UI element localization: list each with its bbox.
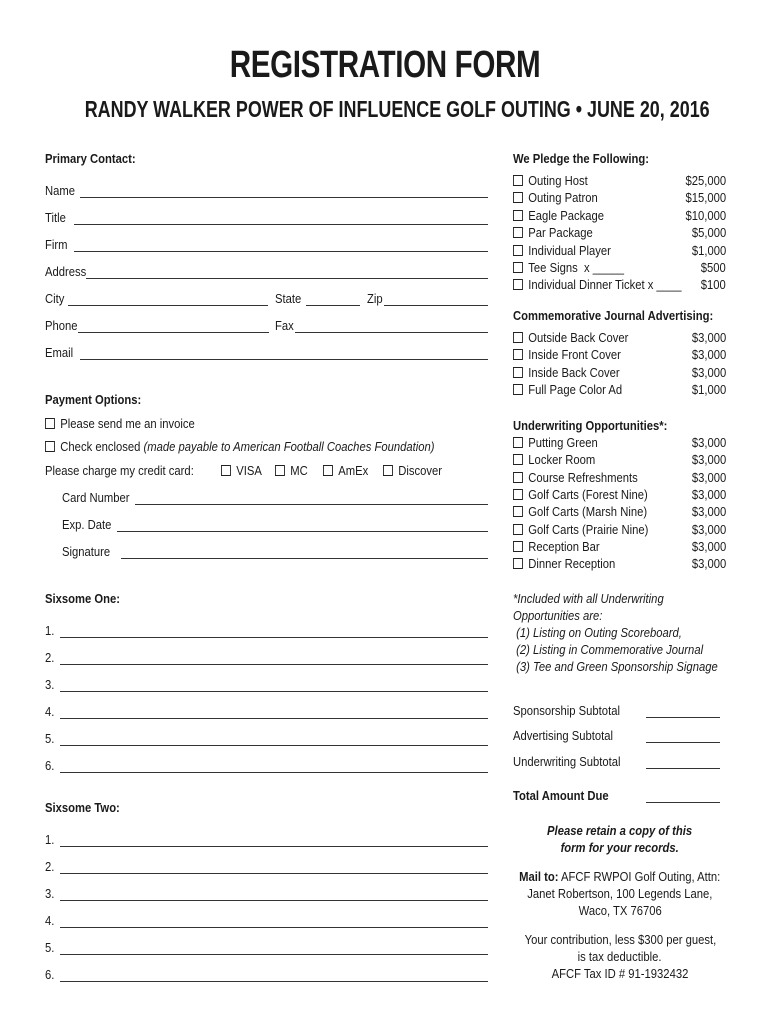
title-label: Title	[45, 211, 66, 225]
underwriting-item-amount: $3,000	[691, 436, 726, 450]
underwriting-item-label	[513, 471, 638, 485]
name-label: Name	[45, 184, 76, 198]
journal-item-label	[513, 366, 620, 380]
underwriting-heading: Underwriting Opportunities*:	[513, 419, 668, 433]
contrib-line-1: Your contribution, less $300 per guest,	[524, 933, 716, 947]
pledge-item-amount: $500	[700, 261, 726, 275]
underwriting-note-3: (1) Listing on Outing Scoreboard,	[513, 626, 682, 640]
underwriting-item-text: Course Refreshments	[528, 470, 638, 485]
underwriting-checkbox[interactable]	[513, 506, 523, 517]
signature-label: Signature	[62, 545, 111, 559]
sixsome-two-player-field[interactable]	[60, 927, 488, 928]
pledge-item-label	[513, 226, 593, 240]
visa-label: VISA	[236, 464, 262, 478]
underwriting-item-label	[513, 540, 600, 554]
charge-label: Please charge my credit card:	[45, 464, 194, 478]
form-title: REGISTRATION FORM	[229, 44, 541, 86]
pledge-checkbox[interactable]	[513, 210, 523, 221]
pledge-checkbox[interactable]	[513, 192, 523, 203]
journal-item[interactable]	[513, 348, 726, 364]
contrib-line-3: AFCF Tax ID # 91-1932432	[551, 967, 689, 981]
underwriting-item-text: Golf Carts (Marsh Nine)	[528, 505, 648, 520]
underwriting-checkbox[interactable]	[513, 541, 523, 552]
discover-label: Discover	[398, 464, 443, 478]
sixsome-one-player-field[interactable]	[60, 745, 488, 746]
pledge-item-text: Individual Player	[528, 243, 611, 258]
underwriting-checkbox[interactable]	[513, 437, 523, 448]
underwriting-checkbox[interactable]	[513, 454, 523, 465]
journal-item-amount: $3,000	[691, 365, 726, 380]
pledge-item-amount: $5,000	[691, 226, 726, 241]
retain-line-2: form for your records.	[560, 841, 680, 855]
discover-option[interactable]	[383, 464, 442, 478]
name-field[interactable]	[80, 197, 488, 198]
journal-item-text: Inside Front Cover	[528, 348, 621, 363]
invoice-label: Please send me an invoice	[60, 417, 195, 431]
invoice-checkbox[interactable]	[45, 418, 55, 429]
signature-field[interactable]	[121, 558, 488, 559]
contribution-block	[500, 932, 740, 983]
sixsome-two-slot-label: 2.	[45, 860, 55, 874]
pledge-item[interactable]	[513, 209, 726, 225]
pledge-checkbox[interactable]	[513, 262, 523, 273]
mc-label: MC	[290, 464, 308, 478]
pledge-item-label	[513, 244, 611, 258]
pledge-item-label	[513, 174, 588, 188]
journal-item-text: Inside Back Cover	[528, 365, 620, 380]
pledge-item-text: Par Package	[528, 226, 593, 241]
underwriting-item-text: Golf Carts (Forest Nine)	[528, 487, 648, 502]
underwriting-item-amount: $3,000	[691, 557, 726, 572]
mc-option[interactable]	[275, 464, 308, 478]
firm-label: Firm	[45, 238, 68, 252]
amex-checkbox[interactable]	[323, 465, 333, 476]
payment-heading: Payment Options:	[45, 393, 142, 407]
underwriting-subtotal-field[interactable]	[646, 768, 720, 769]
underwriting-item[interactable]	[513, 436, 726, 452]
pledge-item[interactable]	[513, 261, 726, 277]
journal-checkbox[interactable]	[513, 332, 523, 343]
pledge-item-amount: $25,000	[685, 174, 726, 188]
pledge-item-text: Tee Signs x _____	[528, 261, 624, 275]
sixsome-one-slot-label: 5.	[45, 732, 55, 746]
amex-label: AmEx	[338, 464, 369, 478]
exp-date-label: Exp. Date	[62, 518, 112, 532]
pledge-heading: We Pledge the Following:	[513, 152, 650, 166]
invoice-option[interactable]	[45, 417, 195, 431]
underwriting-checkbox[interactable]	[513, 524, 523, 535]
total-amount-label: Total Amount Due	[513, 789, 609, 803]
form-subtitle: RANDY WALKER POWER OF INFLUENCE GOLF OUTING • JUNE 20, 2016	[84, 96, 710, 122]
state-label: State	[275, 292, 302, 306]
mail-to-label: Mail to:	[519, 870, 559, 884]
sponsorship-subtotal-label: Sponsorship Subtotal	[513, 704, 620, 718]
address-label: Address	[45, 265, 87, 279]
underwriting-checkbox[interactable]	[513, 489, 523, 500]
pledge-item[interactable]	[513, 191, 726, 207]
journal-item[interactable]	[513, 383, 726, 399]
total-amount-field[interactable]	[646, 802, 720, 803]
check-note: (made payable to American Football Coaches Foundation)	[143, 440, 435, 454]
underwriting-note-5: (3) Tee and Green Sponsorship Signage	[513, 660, 718, 674]
fax-field[interactable]	[295, 332, 488, 333]
journal-checkbox[interactable]	[513, 349, 523, 360]
sixsome-two-slot-label: 4.	[45, 914, 55, 928]
underwriting-item-text: Golf Carts (Prairie Nine)	[528, 522, 649, 537]
journal-item-amount: $3,000	[691, 331, 726, 345]
sixsome-two-heading: Sixsome Two:	[45, 801, 120, 815]
sixsome-one-player-field[interactable]	[60, 691, 488, 692]
journal-checkbox[interactable]	[513, 367, 523, 378]
mail-to-block	[500, 869, 740, 920]
underwriting-checkbox[interactable]	[513, 558, 523, 569]
pledge-checkbox[interactable]	[513, 175, 523, 186]
underwriting-item-label	[513, 557, 615, 571]
pledge-checkbox[interactable]	[513, 245, 523, 256]
sixsome-two-player-field[interactable]	[60, 981, 488, 982]
card-number-field[interactable]	[135, 504, 488, 505]
zip-label: Zip	[367, 292, 383, 306]
underwriting-item-amount: $3,000	[691, 487, 726, 502]
visa-option[interactable]	[221, 464, 262, 478]
sixsome-one-player-field[interactable]	[60, 637, 488, 638]
journal-item-text: Outside Back Cover	[528, 331, 629, 345]
retain-line-1: Please retain a copy of this	[547, 824, 693, 838]
sixsome-one-player-field[interactable]	[60, 718, 488, 719]
primary-contact-heading: Primary Contact:	[45, 152, 136, 166]
pledge-item-text: Outing Patron	[528, 191, 598, 206]
underwriting-item-amount: $3,000	[691, 470, 726, 485]
sixsome-two-player-field[interactable]	[60, 846, 488, 847]
underwriting-item-label	[513, 453, 595, 467]
underwriting-item-amount: $3,000	[691, 505, 726, 520]
underwriting-item[interactable]	[513, 523, 726, 539]
sixsome-two-player-field[interactable]	[60, 954, 488, 955]
journal-item[interactable]	[513, 331, 726, 347]
underwriting-note-4: (2) Listing in Commemorative Journal	[513, 643, 704, 657]
journal-checkbox[interactable]	[513, 384, 523, 395]
pledge-item[interactable]	[513, 244, 726, 260]
underwriting-item[interactable]	[513, 471, 726, 487]
journal-item[interactable]	[513, 366, 726, 382]
journal-item-label	[513, 331, 628, 345]
phone-field[interactable]	[78, 332, 269, 333]
pledge-item-amount: $15,000	[685, 191, 726, 206]
pledge-checkbox[interactable]	[513, 279, 523, 290]
pledge-item-amount: $1,000	[691, 243, 726, 258]
sixsome-one-slot-label: 6.	[45, 759, 55, 773]
underwriting-checkbox[interactable]	[513, 472, 523, 483]
underwriting-item-text: Dinner Reception	[528, 557, 616, 572]
sixsome-one-heading: Sixsome One:	[45, 592, 121, 606]
email-field[interactable]	[80, 359, 488, 360]
mail-line-3: Waco, TX 76706	[578, 904, 662, 918]
underwriting-item[interactable]	[513, 557, 726, 573]
pledge-item-text: Individual Dinner Ticket x ____	[528, 278, 682, 293]
sixsome-two-slot-label: 6.	[45, 968, 55, 982]
underwriting-item-label	[513, 436, 598, 450]
mail-line-2: Janet Robertson, 100 Legends Lane,	[527, 887, 713, 901]
title-field[interactable]	[74, 224, 488, 225]
check-checkbox[interactable]	[45, 441, 55, 452]
underwriting-item-text: Reception Bar	[528, 539, 600, 554]
sixsome-one-player-field[interactable]	[60, 664, 488, 665]
card-number-label: Card Number	[62, 491, 130, 505]
sixsome-one-slot-label: 3.	[45, 678, 55, 692]
exp-date-field[interactable]	[117, 531, 488, 532]
journal-heading: Commemorative Journal Advertising:	[513, 309, 714, 323]
underwriting-item-label	[513, 488, 648, 502]
fax-label: Fax	[275, 319, 294, 333]
sixsome-two-slot-label: 3.	[45, 887, 55, 901]
zip-field[interactable]	[384, 305, 488, 306]
pledge-item[interactable]	[513, 278, 726, 294]
pledge-item-label	[513, 209, 604, 223]
underwriting-item-text: Locker Room	[528, 453, 596, 468]
underwriting-item-amount: $3,000	[691, 539, 726, 554]
phone-label: Phone	[45, 319, 78, 333]
journal-item-amount: $1,000	[691, 383, 726, 398]
pledge-item-amount: $100	[700, 278, 726, 293]
underwriting-item-label	[513, 523, 648, 537]
pledge-item[interactable]	[513, 226, 726, 242]
underwriting-item-label	[513, 505, 647, 519]
pledge-item-text: Eagle Package	[528, 208, 604, 223]
underwriting-item[interactable]	[513, 540, 726, 556]
underwriting-item-amount: $3,000	[691, 522, 726, 537]
state-field[interactable]	[306, 305, 360, 306]
journal-item-amount: $3,000	[691, 348, 726, 363]
journal-item-label	[513, 348, 621, 362]
check-label: Check enclosed	[60, 440, 141, 454]
pledge-checkbox[interactable]	[513, 227, 523, 238]
firm-field[interactable]	[74, 251, 488, 252]
pledge-item-amount: $10,000	[685, 208, 726, 223]
pledge-item-label	[513, 278, 682, 292]
city-field[interactable]	[68, 305, 268, 306]
journal-item-label	[513, 383, 622, 397]
visa-checkbox[interactable]	[221, 465, 231, 476]
underwriting-item-amount: $3,000	[691, 453, 726, 468]
advertising-subtotal-field[interactable]	[646, 742, 720, 743]
email-label: Email	[45, 346, 74, 360]
address-field[interactable]	[86, 278, 488, 279]
pledge-item-label	[513, 191, 598, 205]
check-option[interactable]	[45, 440, 434, 454]
underwriting-subtotal-label: Underwriting Subtotal	[513, 755, 621, 769]
sixsome-one-slot-label: 1.	[45, 624, 55, 638]
mc-checkbox[interactable]	[275, 465, 285, 476]
journal-item-text: Full Page Color Ad	[528, 383, 623, 398]
pledge-item-text: Outing Host	[528, 174, 588, 188]
underwriting-item[interactable]	[513, 505, 726, 521]
city-label: City	[45, 292, 65, 306]
pledge-item[interactable]	[513, 174, 726, 190]
retain-notice	[500, 823, 740, 857]
sponsorship-subtotal-field[interactable]	[646, 717, 720, 718]
sixsome-one-slot-label: 2.	[45, 651, 55, 665]
pledge-item-label	[513, 261, 624, 275]
sixsome-two-slot-label: 1.	[45, 833, 55, 847]
discover-checkbox[interactable]	[383, 465, 393, 476]
underwriting-item-text: Putting Green	[528, 436, 598, 450]
underwriting-note-2: Opportunities are:	[513, 609, 603, 623]
underwriting-item[interactable]	[513, 488, 726, 504]
sixsome-two-player-field[interactable]	[60, 873, 488, 874]
sixsome-two-slot-label: 5.	[45, 941, 55, 955]
advertising-subtotal-label: Advertising Subtotal	[513, 729, 614, 743]
sixsome-one-slot-label: 4.	[45, 705, 55, 719]
mail-line-1: AFCF RWPOI Golf Outing, Attn:	[558, 870, 721, 884]
underwriting-item[interactable]	[513, 453, 726, 469]
amex-option[interactable]	[323, 464, 368, 478]
underwriting-note-1: *Included with all Underwriting	[513, 592, 664, 606]
sixsome-one-player-field[interactable]	[60, 772, 488, 773]
sixsome-two-player-field[interactable]	[60, 900, 488, 901]
contrib-line-2: is tax deductible.	[578, 950, 662, 964]
